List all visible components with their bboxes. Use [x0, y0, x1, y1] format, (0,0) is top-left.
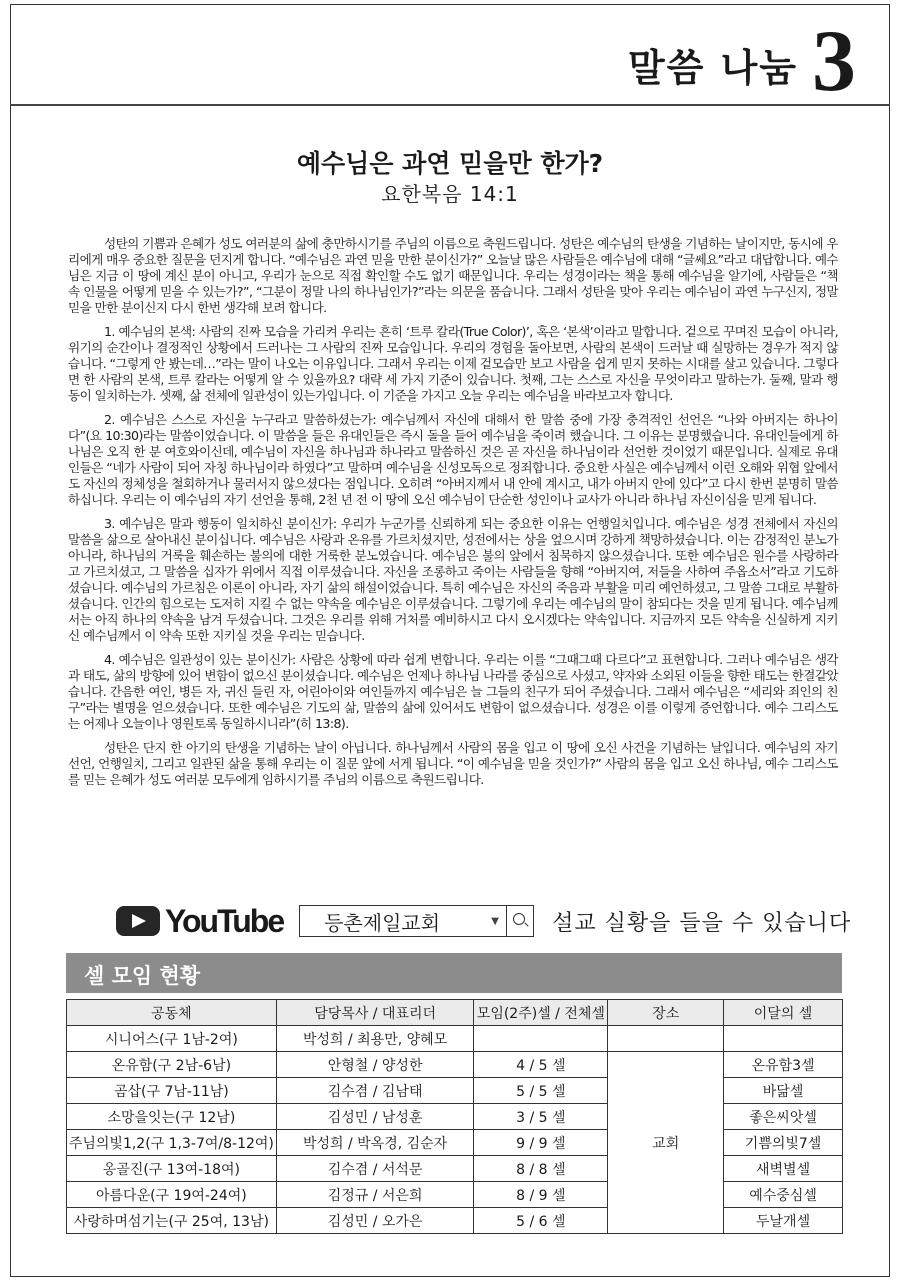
community-cell: 온유함(구 2남-6남) [67, 1052, 277, 1078]
header-leaders: 담당목사 / 대표리더 [276, 1000, 474, 1026]
leaders-cell: 안형철 / 양성한 [276, 1052, 474, 1078]
youtube-caption: 설교 실황을 들을 수 있습니다 [552, 910, 852, 936]
paragraph-point-4: 4. 예수님은 일관성이 있는 분이신가: 사람은 상황에 따라 쉽게 변합니다. 우리는 이를 “그때그때 다르다”고 표현합니다. 그러나 예수님은 생각과 태도, 삶의 방향에 있어 변함이 없으신 분이셨습니다. 예수님은 언제나 하나님 나라를 중심으로 사셨고, 약자와 소외된 이들을 향한 태도는 한결같았습니다. 간음한 여인, 병든 자, 귀신 들린 자, 어린아이와 여인들까지 예수님은 늘 그들의 친구가 되어 주셨습니다. 그래서 예수님은 “세리와 죄인의 친구”라는 별명을 얻으셨습니다. 또한 예수님은 기도의 삶, 말씀의 삶에 있어서도 변함이 없으셨습니다. 성경은 이를 이렇게 증언합니다. 예수 그리스도는 어제나 오늘이나 영원토록 동일하시니라”(히 13:8). [68, 652, 838, 731]
month-cell: 좋은씨앗셀 [724, 1104, 843, 1130]
header-divider [10, 104, 890, 106]
ratio-cell: 9 / 9 셀 [474, 1130, 608, 1156]
paragraph-point-1: 1. 예수님의 본색: 사람의 진짜 모습을 가리켜 우리는 흔히 ‘트루 칼라(True Color)’, 혹은 ‘본색’이라고 말합니다. 겉으로 꾸며진 모습이 아니라, 위기의 순간이나 결정적인 상황에서 드러나는 그 사람의 진짜 모습입니다. 우리의 경험을 돌아보면, 사람의 본색이 드러날 때 실망하는 경우가 적지 않습니다. “그렇게 안 봤는데…”라는 말이 나오는 이유입니다. 그래서 우리는 이제 겉모습만 보고 사람을 쉽게 믿지 못하는 시대를 살고 있습니다. 그렇다면 한 사람의 본색, 트루 칼라는 어떻게 알 수 있을까요? 대략 세 가지 기준이 있습니다. 첫째, 그는 스스로 자신을 무엇이라고 말하는가. 둘째, 말과 행동이 일치하는가. 셋째, 삶 전체에 일관성이 있는가입니다. 이 기준을 가지고 오늘 우리는 예수님을 바라보고자 합니다. [68, 324, 838, 403]
scripture-reference: 요한복음 14:1 [381, 182, 519, 206]
community-cell: 시니어스(구 1남-2여) [67, 1026, 277, 1052]
place-cell: 교회 [608, 1052, 724, 1234]
channel-name: 등촌제일교회 [324, 910, 441, 935]
paragraph-point-3: 3. 예수님은 말과 행동이 일치하신 분이신가: 우리가 누군가를 신뢰하게 되는 중요한 이유는 언행일치입니다. 예수님은 성경 전체에서 자신의 말씀을 삶으로 살아내신 분이십니다. 예수님은 사랑과 온유를 가르치셨지만, 성전에서는 상을 엎으시며 강하게 책망하셨습니다. 이는 감정적인 분노가 아니라, 하나님의 거룩을 훼손하는 불의에 대한 거룩한 분노였습니다. 예수님은 불의 앞에서 침묵하지 않으셨습니다. 또한 예수님은 원수를 사랑하라고 가르치셨고, 그 말씀을 십자가 위에서 직접 이루셨습니다. 자신을 조롱하고 죽이는 사람들을 향해 “아버지여, 저들을 사하여 주옵소서”라고 기도하셨습니다. 예수님의 가르침은 이론이 아니라, 자기 삶의 해설이었습니다. 특히 예수님은 자신의 죽음과 부활을 미리 예언하셨고, 그 말씀 그대로 부활하셨습니다. 인간의 힘으로는 도저히 지킬 수 없는 약속을 예수님은 이루셨습니다. 그렇기에 우리는 예수님의 말이 참되다는 것을 믿게 됩니다. 예수님께서는 아직 하나의 약속을 남겨 두셨습니다. 그것은 우리를 위해 거처를 예비하시고 다시 오시겠다는 약속입니다. 지금까지 모든 약속을 신실하게 지키신 예수님께서 이 약속 또한 지키실 것을 우리는 믿습니다. [68, 516, 838, 643]
place-cell [608, 1026, 724, 1052]
channel-search-box [299, 905, 534, 937]
month-cell: 새벽별셀 [724, 1156, 843, 1182]
ratio-cell: 8 / 8 셀 [474, 1156, 608, 1182]
leaders-cell: 김수겸 / 김남태 [276, 1078, 474, 1104]
table-row [67, 1104, 843, 1130]
ratio-cell: 5 / 5 셀 [474, 1078, 608, 1104]
page-border-bottom [10, 1276, 890, 1277]
leaders-cell: 김성민 / 오가은 [276, 1208, 474, 1234]
community-cell: 주님의빛1,2(구 1,3-7여/8-12여) [67, 1130, 277, 1156]
search-icon [506, 906, 533, 936]
dropdown-triangle-icon: ▼ [491, 915, 499, 927]
leaders-cell: 김성민 / 남성훈 [276, 1104, 474, 1130]
sermon-title: 예수님은 과연 믿을만 한가? [296, 149, 604, 178]
community-cell: 아름다운(구 19여-24여) [67, 1182, 277, 1208]
ratio-cell: 3 / 5 셀 [474, 1104, 608, 1130]
community-cell: 곰삽(구 7남-11남) [67, 1078, 277, 1104]
youtube-banner [116, 903, 851, 939]
community-cell: 옹골진(구 13여-18여) [67, 1156, 277, 1182]
section-header [627, 13, 856, 110]
youtube-logo [116, 903, 283, 940]
cell-section-header [66, 953, 842, 993]
month-cell: 기쁨의빛7셀 [724, 1130, 843, 1156]
ratio-cell: 4 / 5 셀 [474, 1052, 608, 1078]
header-community: 공동체 [67, 1000, 277, 1026]
month-cell: 온유함3셀 [724, 1052, 843, 1078]
table-row [67, 1078, 843, 1104]
leaders-cell: 박성희 / 최용만, 양혜모 [276, 1026, 474, 1052]
community-cell: 소망을잇는(구 12남) [67, 1104, 277, 1130]
month-cell: 두날개셀 [724, 1208, 843, 1234]
table-row [67, 1052, 843, 1078]
ratio-cell: 5 / 6 셀 [474, 1208, 608, 1234]
community-cell: 사랑하며섬기는(구 25여, 13남) [67, 1208, 277, 1234]
month-cell: 바닮셀 [724, 1078, 843, 1104]
page-border-top [10, 4, 890, 5]
sermon-body [68, 236, 838, 796]
ratio-cell [474, 1026, 608, 1052]
ratio-cell: 8 / 9 셀 [474, 1182, 608, 1208]
month-cell: 예수중심셀 [724, 1182, 843, 1208]
paragraph-intro: 성탄의 기쁨과 은혜가 성도 여러분의 삶에 충만하시기를 주님의 이름으로 축원드립니다. 성탄은 예수님의 탄생을 기념하는 날이지만, 동시에 우리에게 매우 중요한 질문을 던지게 합니다. “예수님은 과연 믿을 만한 분이신가?” 오늘날 많은 사람들은 예수님에 대해 “글쎄요”라고 대답합니다. 예수님은 지금 이 땅에 계신 분이 아니고, 우리가 눈으로 직접 확인할 수도 없기 때문입니다. 우리는 성경이라는 책을 통해 예수님을 알기에, 사람들은 “책 속 인물을 어떻게 믿을 수 있는가?”, “그분이 정말 나의 하나님인가?”라는 의문을 품습니다. 그래서 성탄을 맞아 우리는 예수님이 과연 누구신지, 정말 믿을 만한 분이신지 다시 한번 생각해 보려 합니다. [68, 236, 838, 315]
table-row [67, 1208, 843, 1234]
table-row [67, 1182, 843, 1208]
paragraph-conclusion: 성탄은 단지 한 아기의 탄생을 기념하는 날이 아닙니다. 하나님께서 사람의 몸을 입고 이 땅에 오신 사건을 기념하는 날입니다. 예수님의 자기 선언, 언행일치, 그리고 일관된 삶을 통해 우리는 이 질문 앞에 서게 됩니다. “이 예수님을 믿을 것인가?” 사람의 몸을 입고 오신 하나님, 예수 그리스도를 믿는 은혜가 성도 여러분 모두에게 임하시기를 주님의 이름으로 축원드립니다. [68, 740, 838, 787]
header-place: 장소 [608, 1000, 724, 1026]
month-cell [724, 1026, 843, 1052]
leaders-cell: 김수겸 / 서석문 [276, 1156, 474, 1182]
table-header-row [67, 1000, 843, 1026]
section-number: 3 [812, 13, 856, 110]
section-title: 말씀 나눔 [627, 46, 798, 90]
table-row [67, 1156, 843, 1182]
table-row [67, 1026, 843, 1052]
table-row [67, 1130, 843, 1156]
header-cell-of-month: 이달의 셀 [724, 1000, 843, 1026]
youtube-play-icon [116, 906, 160, 936]
cell-meeting-table [66, 999, 843, 1234]
paragraph-point-2: 2. 예수님은 스스로 자신을 누구라고 말씀하셨는가: 예수님께서 자신에 대해서 한 말씀 중에 가장 충격적인 선언은 “나와 아버지는 하나이다”(요 10:30)라는 말씀이었습니다. 이 말씀을 들은 유대인들은 즉시 돌을 들어 예수님을 죽이려 했습니다. 그 이유는 분명했습니다. 유대인들에게 하나님은 오직 한 분 여호와이신데, 예수님이 자신을 하나님과 하나라고 말씀하신 것은 곧 자신을 하나님이라 선언한 것이었기 때문입니다. 실제로 유대인들은 “네가 사람이 되어 자칭 하나님이라 하였다”고 말하며 예수님을 신성모독으로 정죄합니다. 중요한 사실은 예수님께서 이런 오해와 위협 앞에서도 자신의 정체성을 철회하거나 물러서지 않으셨다는 점입니다. 오히려 “아버지께서 내 안에 계시고, 내가 아버지 안에 있다”고 다시 한번 분명히 말씀하십니다. 우리는 이 예수님의 자기 선언을 통해, 2천 년 전 이 땅에 오신 예수님이 단순한 성인이나 교사가 아니라 하나님 자신이심을 믿게 됩니다. [68, 412, 838, 507]
youtube-wordmark: YouTube [165, 902, 284, 939]
leaders-cell: 박성희 / 박옥경, 김순자 [276, 1130, 474, 1156]
leaders-cell: 김정규 / 서은희 [276, 1182, 474, 1208]
cell-section-title: 셀 모임 현황 [84, 964, 201, 988]
header-ratio: 모임(2주)셀 / 전체셀 [474, 1000, 608, 1026]
